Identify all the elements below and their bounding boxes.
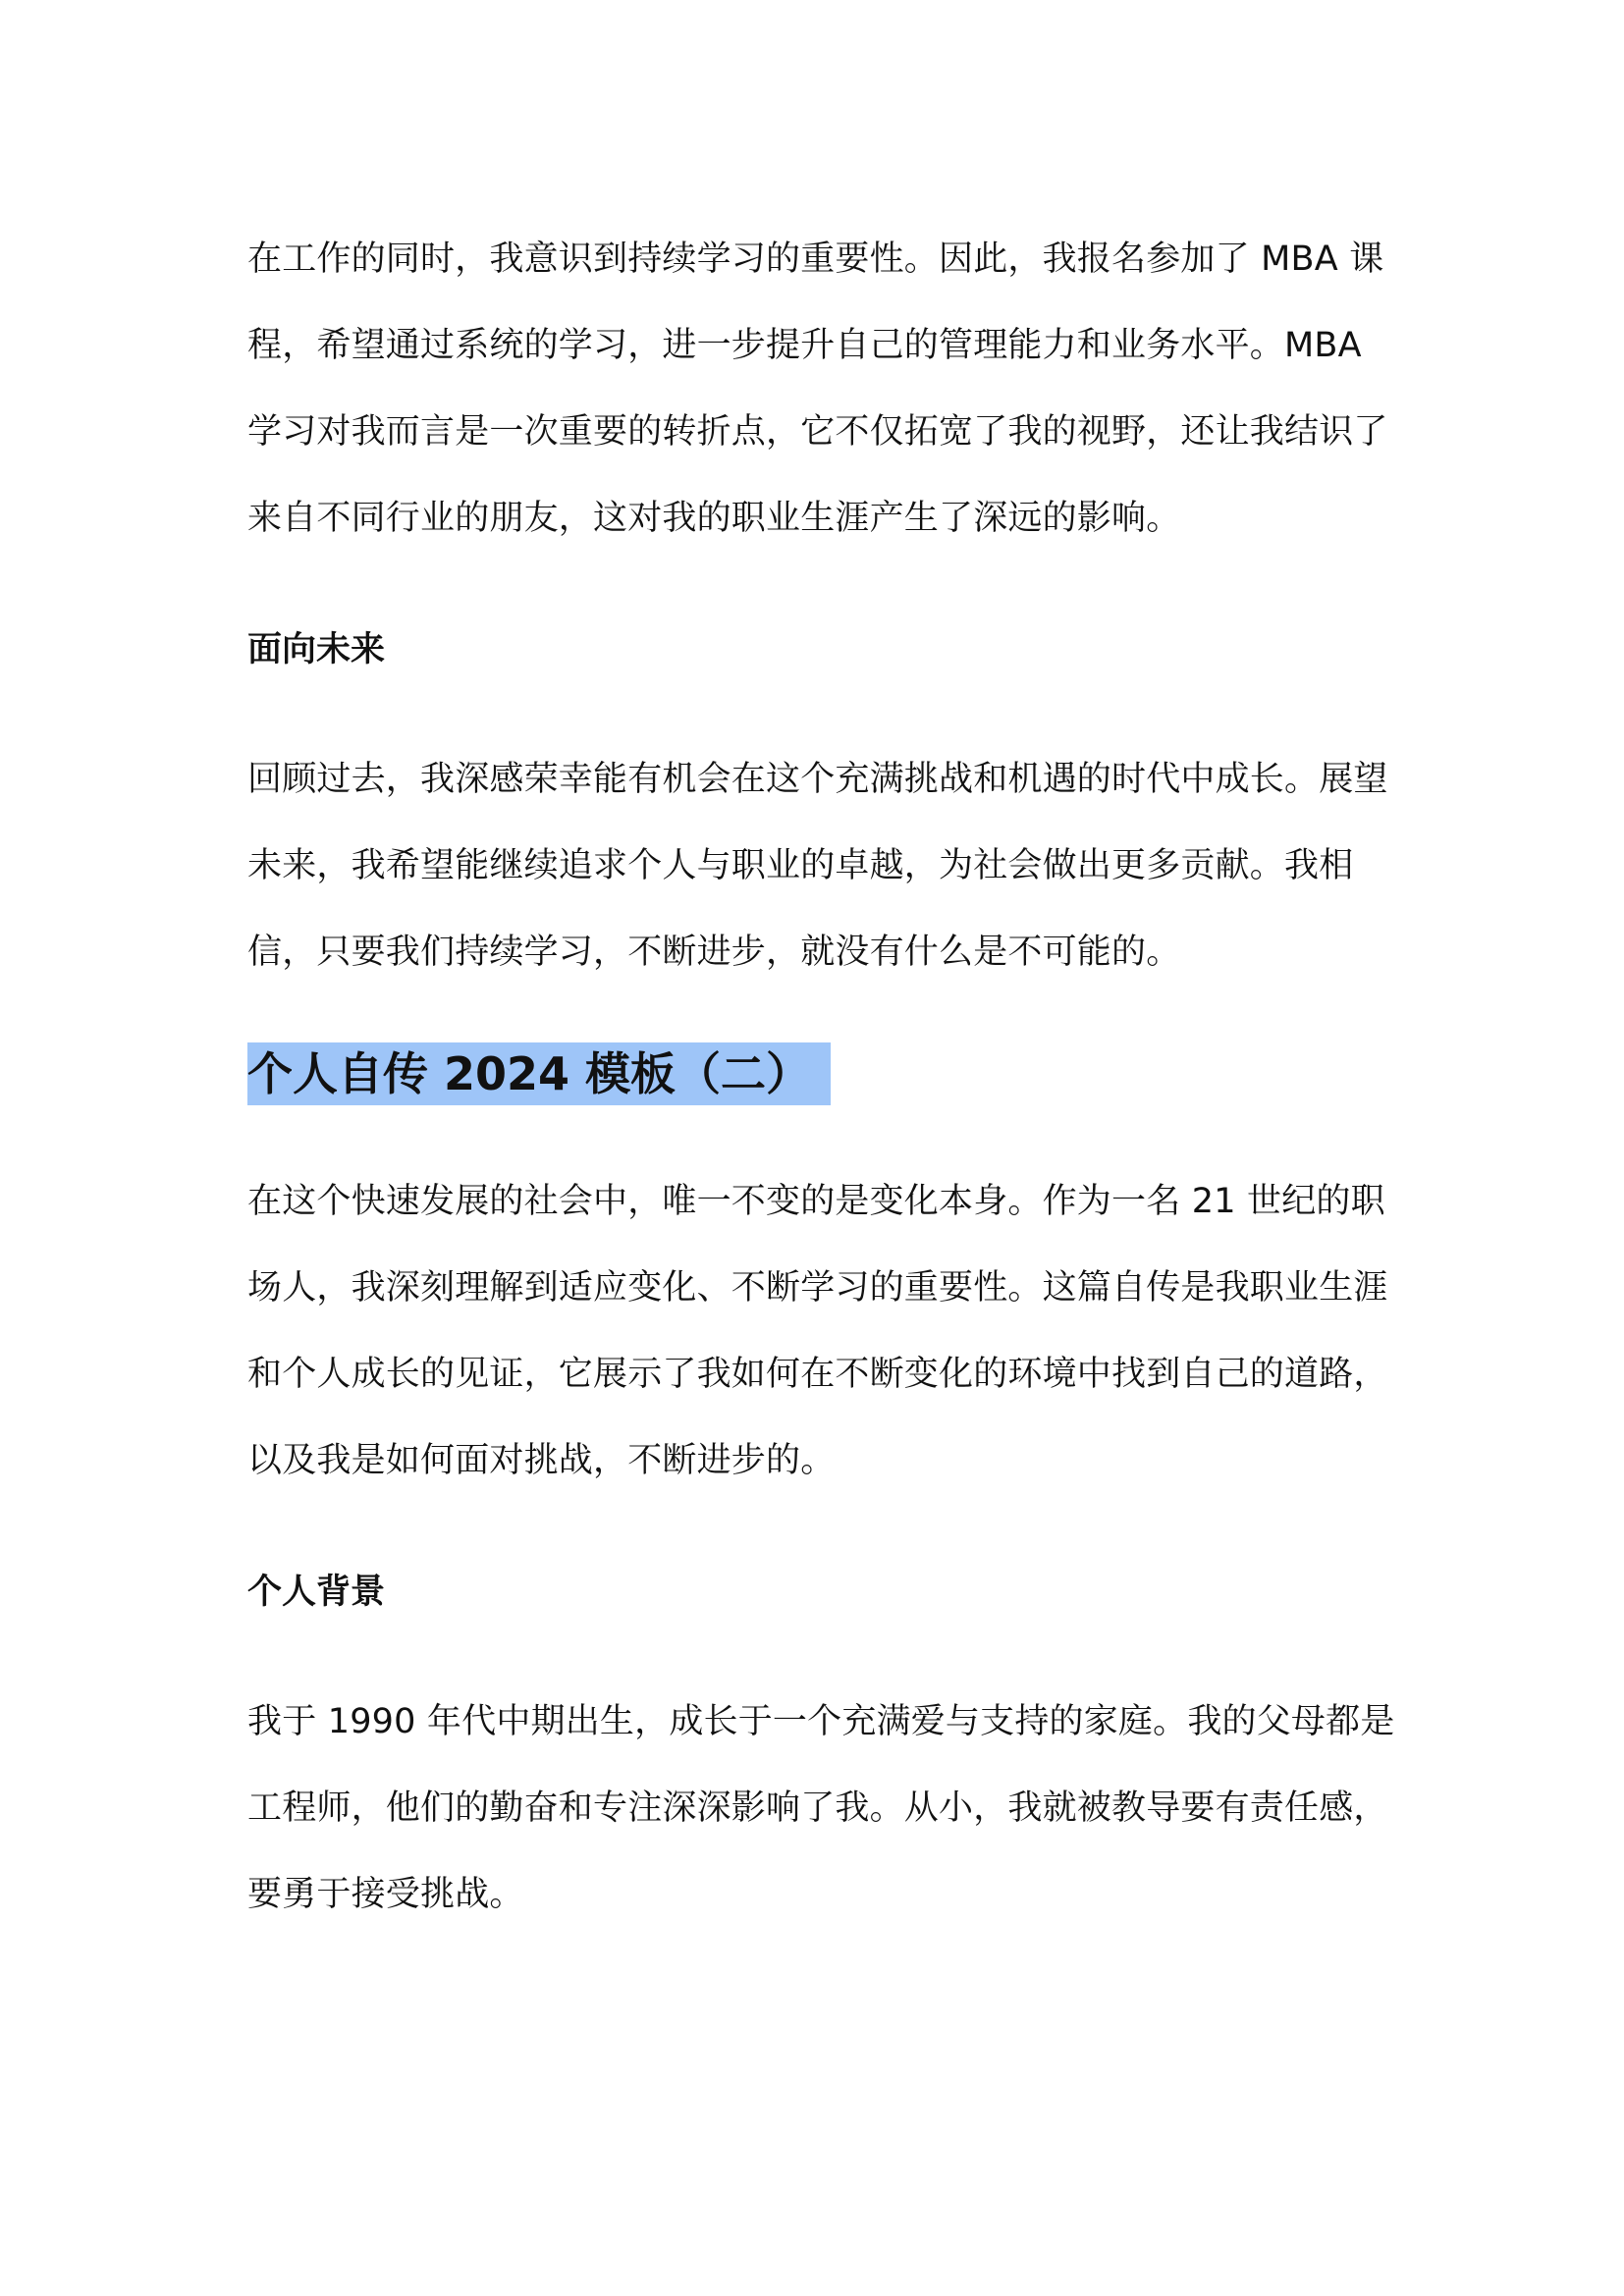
spacer	[247, 1504, 1401, 1549]
paragraph-future: 回顾过去，我深感荣幸能有机会在这个充满挑战和机遇的时代中成长。展望未来，我希望能继续追求个人与职业的卓越，为社会做出更多贡献。我相信，只要我们持续学习，不断进步，就没有什么是不可能的。	[247, 760, 1388, 972]
heading-future: 面向未来	[247, 630, 386, 669]
paragraph-mba: 在工作的同时，我意识到持续学习的重要性。因此，我报名参加了 MBA 课程，希望通过系统的学习，进一步提升自己的管理能力和业务水平。MBA 学习对我而言是一次重要的转折点，它不仅拓宽了我的视野，还让我结识了来自不同行业的朋友，这对我的职业生涯产生了深远的影响。	[247, 240, 1388, 538]
spacer	[247, 561, 1401, 607]
document-body	[247, 216, 1401, 1938]
paragraph-background: 我于 1990 年代中期出生，成长于一个充满爱与支持的家庭。我的父母都是工程师，他们的勤奋和专注深深影响了我。从小，我就被教导要有责任感，要勇于接受挑战。	[247, 1702, 1395, 1914]
heading-background: 个人背景	[247, 1573, 386, 1612]
template-title-text: 个人自传 2024 模板（二）	[247, 1042, 831, 1105]
spacer	[247, 1635, 1401, 1679]
spacer	[247, 995, 1401, 1031]
paragraph-intro: 在这个快速发展的社会中，唯一不变的是变化本身。作为一名 21 世纪的职场人，我深刻理解到适应变化、不断学习的重要性。这篇自传是我职业生涯和个人成长的见证，它展示了我如何在不断变化的环境中找到自己的道路，以及我是如何面对挑战，不断进步的。	[247, 1182, 1388, 1480]
template-title	[247, 1031, 1401, 1117]
spacer	[247, 693, 1401, 736]
spacer	[247, 1117, 1401, 1158]
